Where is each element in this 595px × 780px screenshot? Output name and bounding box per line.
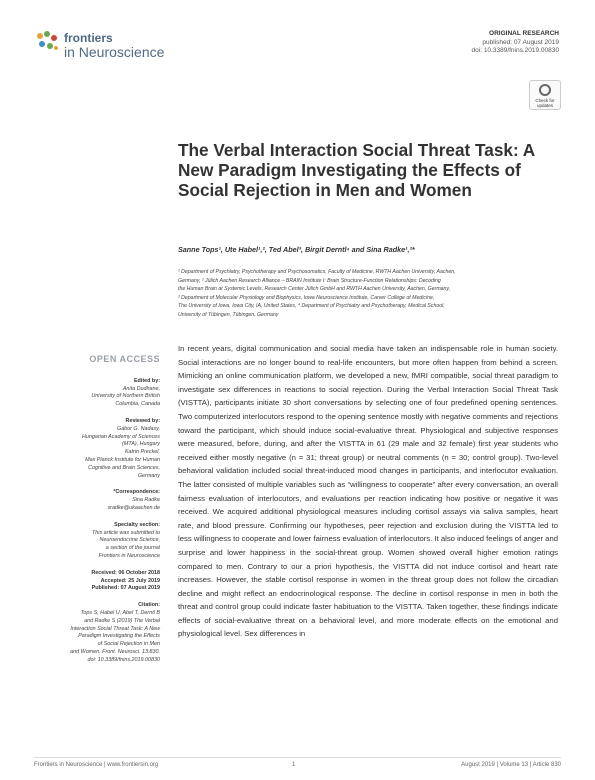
specialty-label: Specialty section:: [114, 521, 160, 528]
abstract-text: In recent years, digital communication and social media have taken an indispensable role in human society. Social interactions are no longer bound to real-life encounters, but more often happen from behind a screen. Mimicking an online communication platform, we developed a new, fMRI compatible, social threat paradigm to investigate sex differences in reactions to social rejection. During the Verbal Interaction Social Threat Task (VISTTA), participants initiate 30 short conversations by selecting one of four predefined opening sentences. Two computerized interlocutors respond to the opening sentence mostly with negative comments and rejections toward the participant, which should induce social-evaluative threat. Physiological and subjective responses were measured, before, during, and after the VISTTA in 61 (29 male and 32 female) first year students who received either mostly negative (n = 31; threat group) or neutral comments (n = 30; control group). Two-level behavioral validation included social threat-induced mood changes in participants, and interlocutor evaluation. The latter consisted of multiple variables such as “willingness to cooperate” after every conversation, an overall fairness evaluation of interlocutors, and evaluations per reaction indicating how positive or negative it was received. We acquired additional physiological measures including cortisol assays via saliva samples, heart rate, and blood pressure. Confirming our hypotheses, peer rejection and exclusion during the VISTTA led to less willingness to cooperate and lower fairness evaluation of interlocutors. It also induced feelings of anger and surprise and lower happiness in the social-threat group. Women showed overall higher emotion ratings compared to men. Contrary to our a priori hypothesis, the VISTTA did not induce cortisol and heart rate increases. However, the stable cortisol response in women in the threat group does not follow the circadian decline and might reflect an endocrinological response. The decline in cortisol response in men in both the threat and control group could indicate faster habituation to the VISTTA. Taken together, these findings indicate effects of social-evaluative threat on a behavioral level, and more moderate effects on the emotional and physiological level. Sex differences in: [178, 344, 558, 639]
citation-section: [50, 602, 160, 664]
affiliation-line: ¹ Department of Psychiatry, Psychotherapy and Psychosomatics, Faculty of Medicine, RWTH Aachen University, Aachen,: [178, 269, 456, 275]
affiliation-line: University of Tübingen, Tübingen, Germany: [178, 311, 279, 318]
editor-line: University of Northern British: [91, 393, 160, 400]
reviewer-line: Cognitive and Brain Sciences,: [88, 464, 160, 471]
published-date-sidebar: Published: 07 August 2019: [91, 585, 160, 592]
affiliations: [178, 268, 558, 320]
specialty-line: Frontiers in Neuroscience: [98, 552, 160, 559]
correspondence-label: *Correspondence:: [113, 489, 160, 496]
logo-line2: in Neuroscience: [64, 44, 165, 60]
abstract: [178, 342, 558, 752]
open-access-label: OPEN ACCESS: [89, 354, 160, 364]
specialty-line: This article was submitted to: [91, 529, 160, 536]
reviewer-line: Hungarian Academy of Sciences: [81, 433, 160, 440]
doi[interactable]: doi: 10.3389/fnins.2019.00830: [471, 47, 559, 54]
badge-line2: updates: [536, 103, 553, 108]
reviewed-by-label: Reviewed by:: [125, 417, 160, 424]
footer-issue-info: August 2019 | Volume 13 | Article 830: [461, 762, 561, 768]
badge-line1: Check for: [535, 98, 555, 103]
citation-line: Paradigm Investigating the Effects: [78, 633, 160, 640]
reviewed-by-section: [50, 418, 160, 480]
specialty-line: Neuroendocrine Science,: [99, 537, 160, 544]
affiliation-line: Germany, ² Jülich Aachen Research Alliance – BRAIN Institute I: Brain Structure-Function Relationships: Decoding: [178, 277, 441, 284]
check-for-updates-badge[interactable]: [529, 80, 561, 110]
refresh-icon: [539, 84, 551, 96]
footer-journal[interactable]: Frontiers in Neuroscience | www.frontiersin.org: [34, 762, 159, 768]
published-date: published: 07 August 2019: [482, 38, 559, 46]
page-number: 1: [292, 762, 296, 768]
affiliation-line: ³ Department of Molecular Physiology and Biophysics, Iowa Neuroscience Institute, Carver College of Medicine,: [178, 294, 435, 301]
citation-line: of Social Rejection in Men: [97, 641, 160, 648]
frontiers-logo-icon: [34, 28, 62, 56]
reviewer-line: Katrin Preckel,: [124, 449, 160, 456]
citation-line: and Women. Front. Neurosci. 13:830.: [70, 648, 160, 655]
reviewer-line: (MTA), Hungary: [122, 441, 160, 448]
article-type: ORIGINAL RESEARCH: [489, 30, 559, 37]
citation-line: Interaction Social Threat Task: A New: [70, 625, 160, 632]
correspondence-name: Sina Radke: [132, 497, 160, 504]
specialty-section: [50, 522, 160, 561]
edited-by-label: Edited by:: [133, 377, 160, 384]
reviewer-line: Gábor G. Nadasy,: [116, 425, 160, 432]
specialty-line: a section of the journal: [105, 545, 160, 552]
article-info-sidebar: [50, 356, 160, 674]
editor-line: Columbia, Canada: [115, 401, 160, 408]
footer-divider: [34, 757, 561, 758]
paper-title: The Verbal Interaction Social Threat Task: A New Paradigm Investigating the Effects of Social Rejection in Men and Women: [178, 140, 535, 200]
citation-line[interactable]: doi: 10.3389/fnins.2019.00830: [87, 656, 160, 663]
logo-line1: frontiers: [64, 31, 113, 45]
citation-line: and Radke S (2019) The Verbal: [84, 617, 160, 624]
badge-label: [530, 98, 560, 108]
accepted-date: Accepted: 25 July 2019: [100, 577, 160, 584]
received-date: Received: 06 October 2018: [91, 569, 160, 576]
affiliation-line: the Human Brain at Systemic Levels, Research Center Jülich GmbH and RWTH Aachen University, Aachen, Germany,: [178, 286, 451, 293]
reviewer-line: Max Planck Institute for Human: [85, 456, 160, 463]
affiliation-line: The University of Iowa, Iowa City, IA, United States, ⁴ Department of Psychiatry and Psychotherapy, Medical School,: [178, 303, 445, 310]
edited-by-section: [50, 378, 160, 409]
correspondence-email[interactable]: sradke@ukaachen.de: [107, 504, 160, 511]
dates-section: [50, 570, 160, 593]
citation-line: Tops S, Habel U, Abel T, Derntl B: [80, 609, 160, 616]
reviewer-line: Germany: [137, 472, 160, 479]
author-list: Sanne Tops¹, Ute Habel¹,², Ted Abel³, Birgit Derntl⁴ and Sina Radke¹,²*: [178, 245, 415, 254]
article-meta: [472, 30, 559, 56]
correspondence-section: [50, 489, 160, 512]
citation-label: Citation:: [138, 602, 160, 609]
journal-logo: [34, 28, 194, 62]
editor-line: Anita Dudhane,: [122, 385, 160, 392]
